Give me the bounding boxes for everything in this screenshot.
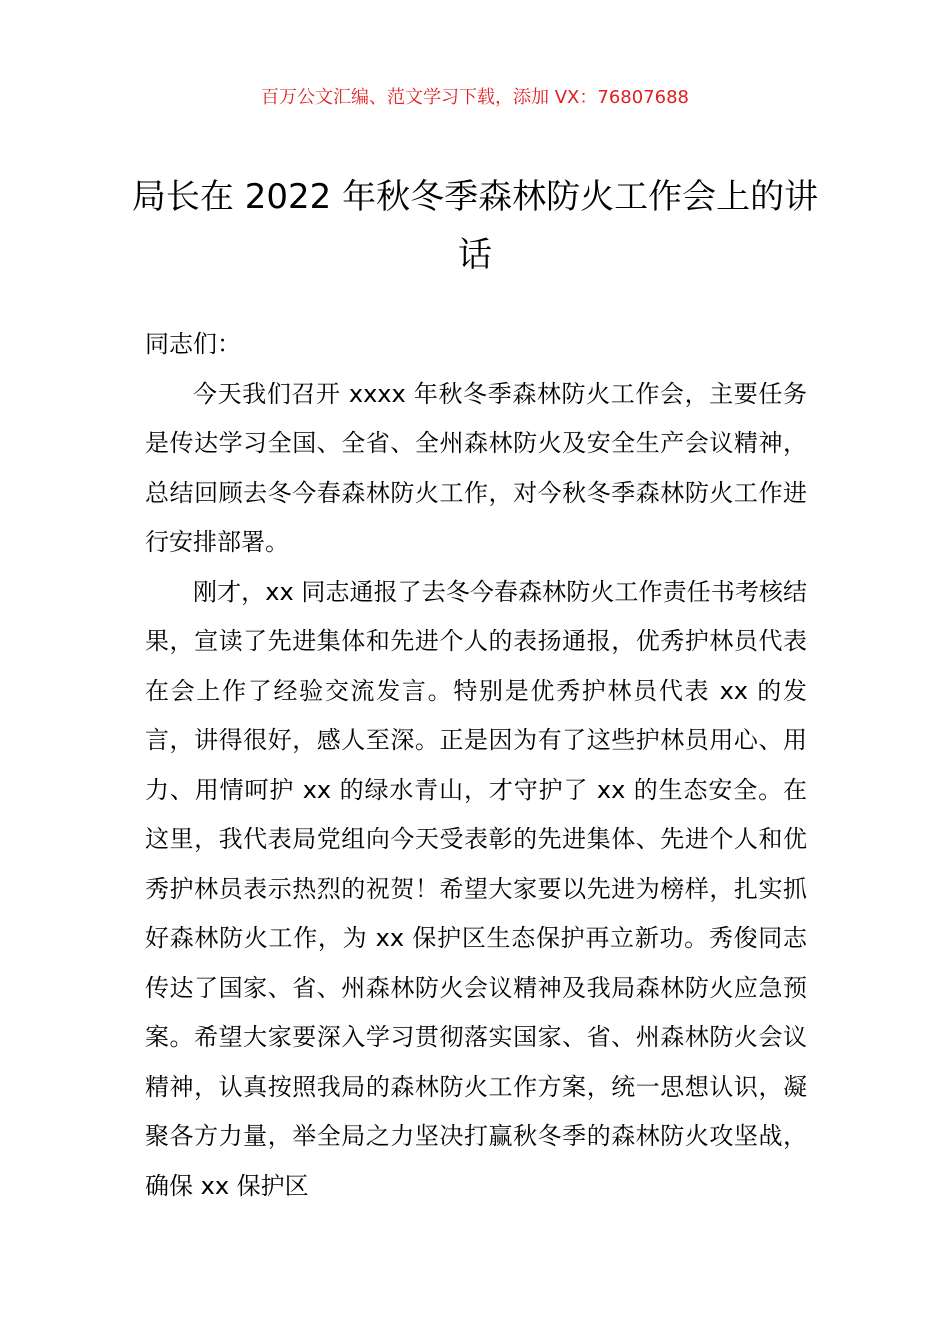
header-watermark-note: 百万公文汇编、范文学习下载，添加 VX：76807688 <box>261 87 689 108</box>
paragraph: 今天我们召开 xxxx 年秋冬季森林防火工作会，主要任务是传达学习全国、全省、全州森林防火及安全生产会议精神，总结回顾去冬今春森林防火工作，对今秋冬季森林防火工作进行安排部署。 <box>145 379 807 556</box>
salutation: 同志们： <box>145 330 241 358</box>
document-body <box>145 320 807 1211</box>
document-title: 局长在 2022 年秋冬季森林防火工作会上的讲话 <box>131 177 819 275</box>
paragraph: 刚才，xx 同志通报了去冬今春森林防火工作责任书考核结果，宣读了先进集体和先进个人的表扬通报，优秀护林员代表在会上作了经验交流发言。特别是优秀护林员代表 xx 的发言，讲得很好，感人至深。正是因为有了这些护林员用心、用力、用情呵护 xx 的绿水青山，才守护了 xx 的生态安全。在这里，我代表局党组向今天受表彰的先进集体、先进个人和优秀护林员表示热烈的祝贺！希望大家要以先进为榜样，扎实抓好森林防火工作，为 xx 保护区生态保护再立新功。秀俊同志传达了国家、省、州森林防火会议精神及我局森林防火应急预案。希望大家要深入学习贯彻落实国家、省、州森林防火会议精神，认真按照我局的森林防火工作方案，统一思想认识，凝聚各方力量，举全局之力坚决打赢秋冬季的森林防火攻坚战，确保 xx 保护区 <box>145 577 807 1200</box>
